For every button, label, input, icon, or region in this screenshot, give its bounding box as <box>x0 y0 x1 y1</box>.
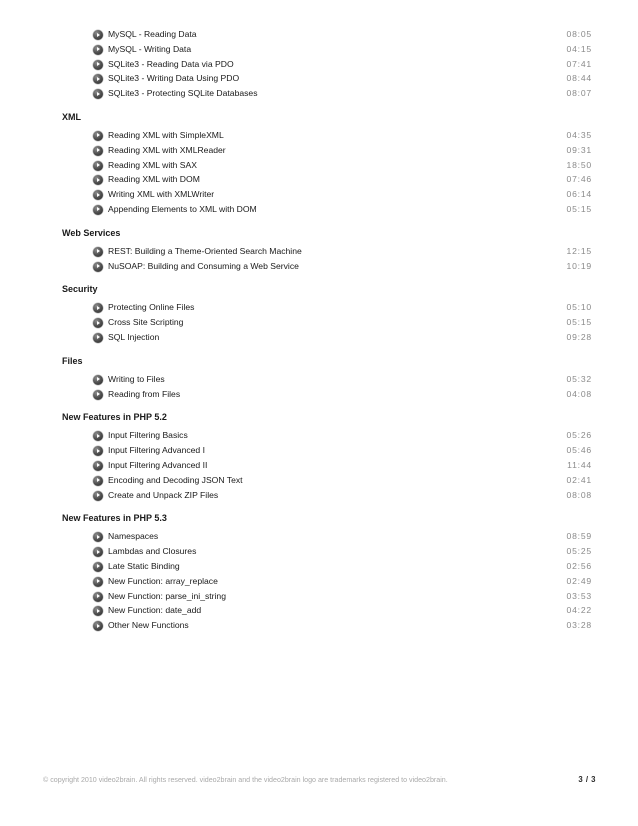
play-icon[interactable] <box>93 303 103 313</box>
lesson-row[interactable] <box>0 458 638 473</box>
lesson-row[interactable] <box>0 428 638 443</box>
lesson-title[interactable]: Reading XML with DOM <box>108 174 200 185</box>
lesson-row[interactable] <box>0 202 638 217</box>
play-icon[interactable] <box>93 461 103 471</box>
play-icon[interactable] <box>93 547 103 557</box>
lesson-row[interactable] <box>0 443 638 458</box>
lesson-title[interactable]: Encoding and Decoding JSON Text <box>108 474 243 485</box>
lesson-duration: 07:46 <box>566 174 592 185</box>
lesson-row[interactable] <box>0 589 638 604</box>
lesson-title[interactable]: Late Static Binding <box>108 560 180 571</box>
lesson-row[interactable] <box>0 187 638 202</box>
lesson-title[interactable]: Other New Functions <box>108 620 189 631</box>
lesson-title[interactable]: Reading from Files <box>108 388 181 399</box>
lesson-row[interactable] <box>0 473 638 488</box>
play-icon[interactable] <box>93 375 103 385</box>
lesson-row[interactable] <box>0 27 638 42</box>
lesson-duration: 04:35 <box>566 129 592 140</box>
course-section <box>0 511 638 633</box>
lesson-duration: 08:05 <box>566 29 592 39</box>
lesson-duration: 05:15 <box>566 203 592 214</box>
lesson-row[interactable] <box>0 57 638 72</box>
lesson-title[interactable]: Input Filtering Advanced I <box>108 445 205 456</box>
lesson-row[interactable] <box>0 158 638 173</box>
lesson-title[interactable]: New Function: parse_ini_string <box>108 590 226 601</box>
lesson-title[interactable]: Writing to Files <box>108 373 165 384</box>
lesson-row[interactable] <box>0 71 638 86</box>
footer-copyright: © copyright 2010 video2brain. All rights reserved. video2brain and the video2brain logo are trademarks registered to video2brain. <box>43 776 448 784</box>
lesson-row[interactable] <box>0 618 638 633</box>
play-icon[interactable] <box>93 532 103 542</box>
course-section <box>0 410 638 502</box>
course-contents <box>0 27 638 633</box>
lesson-duration: 08:59 <box>566 531 592 542</box>
lesson-title[interactable]: Lambdas and Closures <box>108 546 197 557</box>
lesson-duration: 08:44 <box>566 73 592 84</box>
lesson-row[interactable] <box>0 544 638 559</box>
lesson-title[interactable]: SQL Injection <box>108 331 160 342</box>
course-section <box>0 110 638 217</box>
lesson-duration: 05:25 <box>566 546 592 557</box>
lesson-duration: 05:32 <box>566 373 592 384</box>
play-icon[interactable] <box>93 390 103 400</box>
lesson-duration: 05:46 <box>566 445 592 456</box>
lesson-duration: 05:10 <box>566 302 592 313</box>
lesson-title[interactable]: MySQL - Writing Data <box>108 43 192 54</box>
lesson-duration: 03:28 <box>566 620 592 631</box>
play-icon[interactable] <box>93 431 103 441</box>
lesson-duration: 02:49 <box>566 575 592 586</box>
lesson-row[interactable] <box>0 128 638 143</box>
lesson-row[interactable] <box>0 244 638 259</box>
section-title: New Features in PHP 5.3 <box>62 513 167 524</box>
lesson-title[interactable]: Input Filtering Basics <box>108 430 188 441</box>
lesson-row[interactable] <box>0 86 638 101</box>
lesson-row[interactable] <box>0 387 638 402</box>
play-icon[interactable] <box>93 190 103 200</box>
play-icon[interactable] <box>93 146 103 156</box>
play-icon[interactable] <box>93 606 103 616</box>
lesson-duration: 12:15 <box>566 245 592 256</box>
lesson-row[interactable] <box>0 559 638 574</box>
play-icon[interactable] <box>93 60 103 70</box>
section-title: Files <box>62 355 83 366</box>
lesson-title[interactable]: Cross Site Scripting <box>108 317 184 328</box>
course-section <box>0 354 638 402</box>
play-icon[interactable] <box>93 476 103 486</box>
lesson-row[interactable] <box>0 574 638 589</box>
lesson-title[interactable]: Protecting Online Files <box>108 302 195 313</box>
lesson-row[interactable] <box>0 42 638 57</box>
lesson-title[interactable]: New Function: date_add <box>108 605 202 616</box>
course-section <box>0 226 638 274</box>
lesson-row[interactable] <box>0 372 638 387</box>
page-number: 3 / 3 <box>578 775 596 784</box>
lesson-duration: 11:44 <box>567 459 592 470</box>
course-section <box>0 27 638 101</box>
play-icon[interactable] <box>93 131 103 141</box>
lesson-duration: 03:53 <box>566 590 592 601</box>
play-icon[interactable] <box>93 592 103 602</box>
lesson-title[interactable]: MySQL - Reading Data <box>108 29 197 39</box>
page-footer <box>43 774 596 786</box>
lesson-duration: 07:41 <box>566 58 592 69</box>
play-icon[interactable] <box>93 30 103 40</box>
lesson-row[interactable] <box>0 300 638 315</box>
lesson-duration: 18:50 <box>566 159 592 170</box>
section-title: Web Services <box>62 227 121 238</box>
play-icon[interactable] <box>93 262 103 272</box>
play-icon[interactable] <box>93 333 103 343</box>
play-icon[interactable] <box>93 205 103 215</box>
play-icon[interactable] <box>93 621 103 631</box>
play-icon[interactable] <box>93 577 103 587</box>
lesson-duration: 09:28 <box>566 331 592 342</box>
lesson-title[interactable]: REST: Building a Theme-Oriented Search Machine <box>108 245 302 256</box>
lesson-title[interactable]: New Function: array_replace <box>108 575 218 586</box>
play-icon[interactable] <box>93 74 103 84</box>
section-title: New Features in PHP 5.2 <box>62 412 167 423</box>
lesson-duration: 05:26 <box>566 430 592 441</box>
play-icon[interactable] <box>93 175 103 185</box>
lesson-duration: 10:19 <box>566 260 592 271</box>
lesson-row[interactable] <box>0 172 638 187</box>
section-list <box>0 27 638 633</box>
lesson-title[interactable]: NuSOAP: Building and Consuming a Web Service <box>108 260 299 271</box>
lesson-row[interactable] <box>0 603 638 618</box>
play-icon[interactable] <box>93 318 103 328</box>
lesson-title[interactable]: Reading XML with XMLReader <box>108 144 226 155</box>
lesson-duration: 05:15 <box>566 317 592 328</box>
play-icon[interactable] <box>93 562 103 572</box>
lesson-row[interactable] <box>0 315 638 330</box>
lesson-duration: 04:22 <box>566 605 592 616</box>
lesson-title[interactable]: Appending Elements to XML with DOM <box>108 203 257 214</box>
lesson-title[interactable]: SQLite3 - Protecting SQLite Databases <box>108 88 258 99</box>
lesson-title[interactable]: SQLite3 - Writing Data Using PDO <box>108 73 240 84</box>
lesson-title[interactable]: Reading XML with SimpleXML <box>108 129 224 140</box>
lesson-row[interactable] <box>0 529 638 544</box>
play-icon[interactable] <box>93 45 103 55</box>
lesson-duration: 04:08 <box>566 388 592 399</box>
lesson-row[interactable] <box>0 259 638 274</box>
course-section <box>0 282 638 344</box>
lesson-row[interactable] <box>0 143 638 158</box>
lesson-duration: 08:08 <box>566 489 592 500</box>
lesson-duration: 02:56 <box>566 560 592 571</box>
lesson-duration: 09:31 <box>566 144 592 155</box>
lesson-title[interactable]: Writing XML with XMLWriter <box>108 189 215 200</box>
play-icon[interactable] <box>93 446 103 456</box>
lesson-duration: 04:15 <box>566 43 592 54</box>
play-icon[interactable] <box>93 161 103 171</box>
play-icon[interactable] <box>93 247 103 257</box>
lesson-title[interactable]: Input Filtering Advanced II <box>108 459 208 470</box>
lesson-title[interactable]: SQLite3 - Reading Data via PDO <box>108 58 234 69</box>
lesson-row[interactable] <box>0 330 638 345</box>
lesson-duration: 08:07 <box>566 88 592 99</box>
lesson-title[interactable]: Namespaces <box>108 531 159 542</box>
lesson-title[interactable]: Reading XML with SAX <box>108 159 198 170</box>
section-title: Security <box>62 284 98 295</box>
lesson-duration: 06:14 <box>566 189 592 200</box>
lesson-title[interactable]: Create and Unpack ZIP Files <box>108 489 219 500</box>
play-icon[interactable] <box>93 89 103 99</box>
lesson-duration: 02:41 <box>566 474 592 485</box>
lesson-row[interactable] <box>0 488 638 503</box>
section-title: XML <box>62 111 81 122</box>
play-icon[interactable] <box>93 491 103 501</box>
